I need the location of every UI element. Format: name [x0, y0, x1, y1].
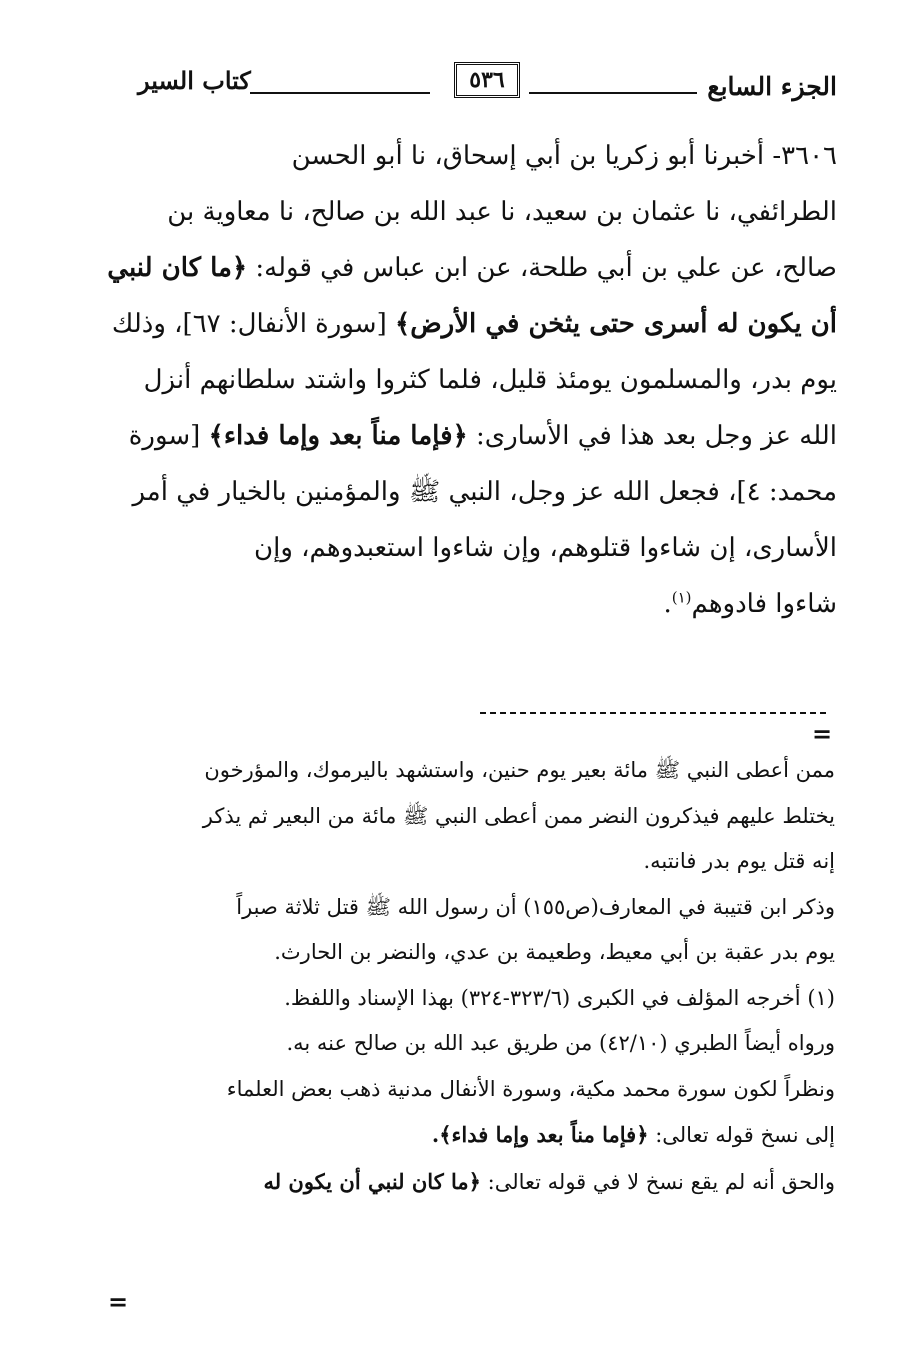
footnote-reference: (١)	[671, 588, 692, 607]
main-line: أن يكون له أسرى حتى يثخن في الأرض﴾ [سورة الأنفال: ٦٧]، وذلك	[111, 309, 837, 339]
main-line: الله عز وجل بعد هذا في الأسارى: ﴿فإما مناً بعد وإما فداء﴾ [سورة	[128, 421, 837, 451]
footnote-line: ونظراً لكون سورة محمد مكية، وسورة الأنفال مدنية ذهب بعض العلماء	[226, 1076, 835, 1101]
footnote-line: يختلط عليهم فيذكرون النضر ممن أعطى النبي ﷺ مائة من البعير ثم يذكر	[202, 803, 835, 828]
quran-quote: ﴿فإما مناً بعد وإما فداء﴾.	[431, 1122, 649, 1147]
footnote-line: (١) أخرجه المؤلف في الكبرى (٣٢٣/٦-٣٢٤) بهذا الإسناد واللفظ.	[284, 985, 835, 1010]
quran-quote: ﴿فإما مناً بعد وإما فداء﴾	[208, 421, 468, 451]
footnotes	[110, 748, 835, 1205]
page-number: ٥٣٦	[454, 62, 520, 98]
footnote-line: ورواه أيضاً الطبري (٤٢/١٠) من طريق عبد الله بن صالح عنه به.	[286, 1031, 835, 1055]
quran-quote: ﴿ما كان لنبي أن يكون له	[263, 1168, 481, 1194]
footnote-line: إنه قتل يوم بدر فانتبه.	[643, 849, 835, 873]
footnote-line: وذكر ابن قتيبة في المعارف(ص١٥٥) أن رسول الله ﷺ قتل ثلاثة صبراً	[236, 894, 835, 919]
footnote-line: والحق أنه لم يقع نسخ لا في قوله تعالى: ﴿ما كان لنبي أن يكون له	[263, 1168, 835, 1194]
main-line: ٣٦٠٦- أخبرنا أبو زكريا بن أبي إسحاق، نا أبو الحسن	[291, 141, 837, 171]
footnote-line: إلى نسخ قوله تعالى: ﴿فإما مناً بعد وإما فداء﴾.	[431, 1122, 835, 1147]
book-title: كتاب السير	[138, 66, 251, 95]
footnote-line: يوم بدر عقبة بن أبي معيط، وطعيمة بن عدي، والنضر بن الحارث.	[274, 940, 835, 964]
main-line: محمد: ٤]، فجعل الله عز وجل، النبي ﷺ والمؤمنين بالخيار في أمر	[132, 477, 837, 507]
main-line: صالح، عن علي بن أبي طلحة، عن ابن عباس في قوله: ﴿ما كان لنبي	[107, 253, 837, 283]
main-line: يوم بدر، والمسلمون يومئذ قليل، فلما كثروا واشتد سلطانهم أنزل	[143, 365, 837, 395]
header-rule-right	[529, 92, 697, 94]
continuation-mark: =	[812, 719, 833, 748]
footnote-separator	[480, 712, 826, 714]
continuation-mark: =	[108, 1287, 129, 1316]
footnote-line: ممن أعطى النبي ﷺ مائة بعير يوم حنين، واستشهد باليرموك، والمؤرخون	[204, 758, 835, 782]
volume-title: الجزء السابع	[707, 72, 837, 101]
quran-quote: ﴿ما كان لنبي	[107, 253, 248, 283]
header-rule-left	[250, 92, 430, 94]
main-line: الأسارى، إن شاءوا قتلوهم، وإن شاءوا استعبدوهم، وإن	[254, 533, 837, 563]
main-line: الطرائفي، نا عثمان بن سعيد، نا عبد الله بن صالح، نا معاوية بن	[167, 197, 837, 227]
main-text	[80, 128, 837, 632]
quran-quote: أن يكون له أسرى حتى يثخن في الأرض﴾	[395, 309, 837, 339]
page-header	[110, 52, 837, 112]
main-line: شاءوا فادوهم$^{(١)}$.	[663, 588, 837, 619]
